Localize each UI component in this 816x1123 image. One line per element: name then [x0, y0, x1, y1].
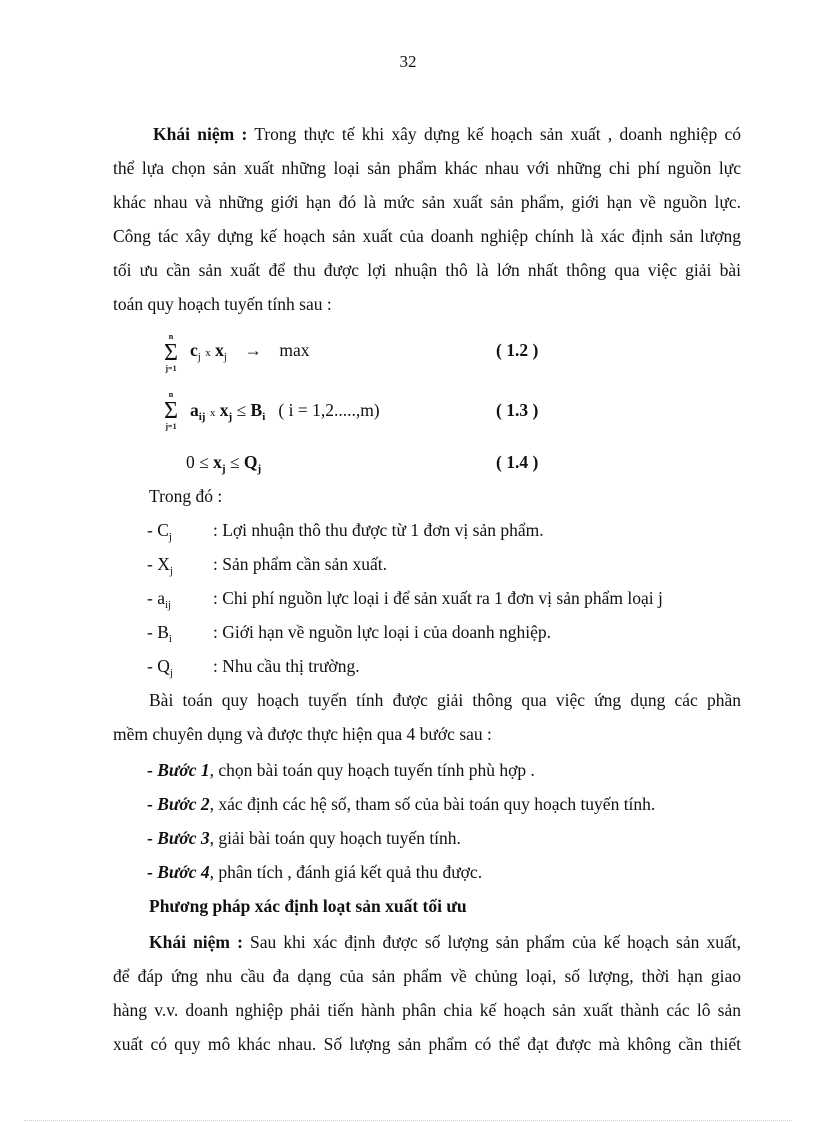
step-text: , phân tích , đánh giá kết quả thu được. [209, 862, 483, 882]
sigma-glyph-2: Σ [164, 398, 178, 424]
eq3-x-sub: j [221, 463, 226, 475]
solve-line-2: mềm chuyên dụng và được thực hiện qua 4 bước sau : [113, 724, 492, 744]
step-text: , xác định các hệ số, tham số của bài toán quy hoạch tuyến tính. [209, 794, 656, 814]
step-label: Bước 3 [157, 828, 210, 848]
def-symbol: C [157, 520, 169, 540]
step-text: , giải bài toán quy hoạch tuyến tính. [209, 828, 461, 848]
sum-upper-2: n [168, 390, 174, 399]
def-sub: ij [164, 599, 172, 611]
def-sub: j [169, 565, 173, 577]
intro-line-2: thể lựa chọn sản xuất những loại sản phẩm khác nhau với những chi phí nguồn lực [113, 158, 741, 178]
def-sub: j [168, 531, 172, 543]
intro-term: Khái niệm : [153, 124, 248, 144]
step-label: Bước 2 [157, 794, 210, 814]
concept2-line-4: xuất có quy mô khác nhau. Số lượng sản phẩm có thể đạt được mà không cần thiết [113, 1034, 741, 1054]
eq1-arrow: → [244, 340, 262, 360]
eq2-times: x [209, 407, 216, 419]
sum-upper-1: n [168, 332, 174, 341]
definition-text: : Sản phẩm cần sản xuất. [213, 554, 387, 574]
step-dash: - [147, 794, 158, 814]
def-symbol: Q [157, 656, 170, 676]
sum-symbol-2 [160, 390, 182, 432]
definition-text: : Lợi nhuận thô thu được từ 1 đơn vị sản phẩm. [213, 520, 544, 540]
eq1-c: c [190, 340, 198, 360]
equation-1-2 [190, 338, 310, 369]
where-label: Trong đó : [149, 486, 223, 506]
step-dash: - [147, 862, 158, 882]
concept2-line-3: hàng v.v. doanh nghiệp phải tiến hành phân chia kế hoạch sản xuất thành các lô sản [113, 1000, 741, 1020]
intro-line-3: khác nhau và những giới hạn đó là mức sản xuất sản phẩm, giới hạn về nguồn lực. [113, 192, 741, 212]
sum-lower-1: j=1 [165, 364, 177, 373]
step-dash: - [147, 760, 158, 780]
step-label: Bước 1 [157, 760, 210, 780]
intro-line-5: tối ưu cần sản xuất để thu được lợi nhuận thô là lớn nhất thông qua việc giải bài [113, 260, 741, 280]
step-text: , chọn bài toán quy hoạch tuyến tính phù hợp . [209, 760, 535, 780]
bottom-rule [24, 1120, 792, 1121]
def-symbol: X [157, 554, 170, 574]
equation-1-4 [186, 450, 261, 481]
eq3-x: x [213, 452, 222, 472]
page-number: 32 [399, 52, 417, 71]
def-dash: - [147, 622, 158, 642]
step-dash: - [147, 828, 158, 848]
eq3-leq: ≤ [229, 452, 240, 472]
definition-text: : Giới hạn về nguồn lực loại i của doanh nghiệp. [213, 622, 552, 642]
def-dash: - [147, 520, 158, 540]
sum-symbol-1 [160, 332, 182, 374]
eq3-zero: 0 ≤ [186, 452, 209, 472]
sum-lower-2: j=1 [165, 422, 177, 431]
concept2-term: Khái niệm : [149, 932, 243, 952]
concept2-line-1 [149, 930, 741, 954]
equation-number-1-4: ( 1.4 ) [496, 452, 539, 472]
eq3-Q-sub: j [257, 463, 262, 475]
intro-line-1-text: Trong thực tế khi xây dựng kế hoạch sản xuất , doanh nghiệp có [247, 124, 741, 144]
eq1-times: x [205, 347, 211, 359]
def-sub: i [168, 633, 172, 645]
concept2-line-2: để đáp ứng nhu cầu đa dạng của sản phẩm về chủng loại, số lượng, thời hạn giao [113, 966, 741, 986]
definition-symbol [147, 620, 172, 651]
eq2-a-sub: ij [198, 411, 206, 423]
definition-text: : Nhu cầu thị trường. [213, 656, 360, 676]
definition-symbol [147, 654, 173, 685]
eq2-leq: ≤ [236, 400, 247, 420]
eq2-B: B [250, 400, 263, 420]
def-symbol: B [157, 622, 169, 642]
def-sub: j [169, 667, 173, 679]
definition-symbol [147, 552, 173, 583]
equation-1-3 [190, 398, 380, 429]
section-heading: Phương pháp xác định loạt sản xuất tối ưu [149, 896, 467, 916]
eq2-x: x [219, 400, 229, 420]
def-dash: - [147, 588, 158, 608]
eq2-B-sub: i [262, 411, 266, 423]
intro-line-1 [153, 122, 741, 146]
def-dash: - [147, 656, 158, 676]
eq1-x-sub: j [223, 351, 227, 363]
equation-number-1-2: ( 1.2 ) [496, 340, 539, 360]
step-label: Bước 4 [157, 862, 210, 882]
eq3-Q: Q [243, 452, 258, 472]
eq2-condition: ( i = 1,2.....,m) [278, 400, 380, 420]
step-item [147, 758, 775, 782]
definition-symbol [147, 518, 172, 549]
eq2-x-sub: j [228, 411, 233, 423]
step-item [147, 860, 775, 884]
definition-text: : Chi phí nguồn lực loại i để sản xuất ra 1 đơn vị sản phẩm loại j [213, 588, 663, 608]
eq1-x: x [215, 340, 224, 360]
eq1-c-sub: j [197, 351, 201, 363]
definition-symbol [147, 586, 171, 617]
def-dash: - [147, 554, 158, 574]
intro-line-6: toán quy hoạch tuyến tính sau : [113, 294, 332, 314]
sigma-glyph-1: Σ [164, 340, 178, 366]
step-item [147, 792, 775, 816]
eq2-a: a [190, 400, 199, 420]
step-item [147, 826, 775, 850]
solve-line-1: Bài toán quy hoạch tuyến tính được giải thông qua việc ứng dụng các phần [149, 690, 741, 710]
concept2-line-1-text: Sau khi xác định được số lượng sản phẩm của kế hoạch sản xuất, [242, 932, 741, 952]
equation-number-1-3: ( 1.3 ) [496, 400, 539, 420]
intro-line-4: Công tác xây dựng kế hoạch sản xuất của doanh nghiệp chính là xác định sản lượng [113, 226, 741, 246]
eq1-rhs: max [279, 340, 310, 360]
def-symbol: a [157, 588, 165, 608]
